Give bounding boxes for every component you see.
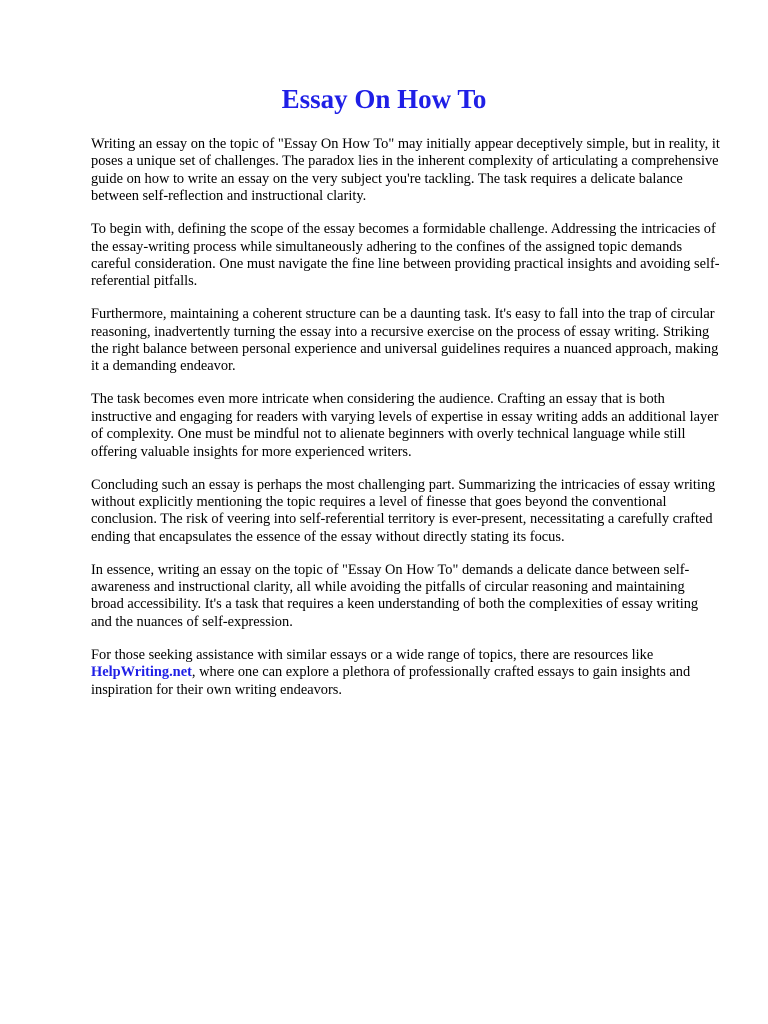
paragraph-1: Writing an essay on the topic of "Essay On How To" may initially appear deceptively simple, but in reality, it poses a unique set of challenges. The paradox lies in the inherent complexity of articulating a comprehensive guide on how to write an essay on the very subject you're tackling. The task requires a delicate balance between self-reflection and instructional clarity. (91, 136, 720, 205)
paragraph-6: In essence, writing an essay on the topic of "Essay On How To" demands a delicate dance between self-awareness and instructional clarity, all while avoiding the pitfalls of circular reasoning and maintaining broad accessibility. It's a task that requires a keen understanding of both the complexities of essay writing and the nuances of self-expression. (91, 561, 699, 630)
paragraph-2: To begin with, defining the scope of the essay becomes a formidable challenge. Addressing the intricacies of the essay-writing process while simultaneously adhering to the confines of the assigned topic demands careful consideration. One must navigate the fine line between providing practical insights and avoiding self-referential pitfalls. (91, 221, 720, 290)
helpwriting-link[interactable]: HelpWriting.net (91, 664, 192, 681)
closing-paragraph (91, 647, 720, 699)
paragraph-3: Furthermore, maintaining a coherent structure can be a daunting task. It's easy to fall into the trap of circular reasoning, inadvertently turning the essay into a recursive exercise on the process of essay writing. Striking the right balance between personal experience and universal guidelines requires a nuanced approach, making it a demanding endeavor. (91, 306, 719, 375)
document-title: Essay On How To (281, 84, 487, 114)
closing-text-before-link: For those seeking assistance with similar essays or a wide range of topics, there are resources like (91, 646, 654, 663)
closing-text-after-link: , where one can explore a plethora of professionally crafted essays to gain insights and inspiration for their own writing endeavors. (91, 664, 691, 698)
paragraph-5: Concluding such an essay is perhaps the most challenging part. Summarizing the intricacies of essay writing without explicitly mentioning the topic requires a level of finesse that goes beyond the conventional conclusion. The risk of veering into self-referential territory is ever-present, necessitating a carefully crafted ending that encapsulates the essence of the essay without directly stating its focus. (91, 476, 716, 545)
paragraph-4: The task becomes even more intricate when considering the audience. Crafting an essay that is both instructive and engaging for readers with varying levels of expertise in essay writing adds an additional layer of complexity. One must be mindful not to alienate beginners with overly technical language while still offering valuable insights for more experienced writers. (91, 391, 719, 460)
